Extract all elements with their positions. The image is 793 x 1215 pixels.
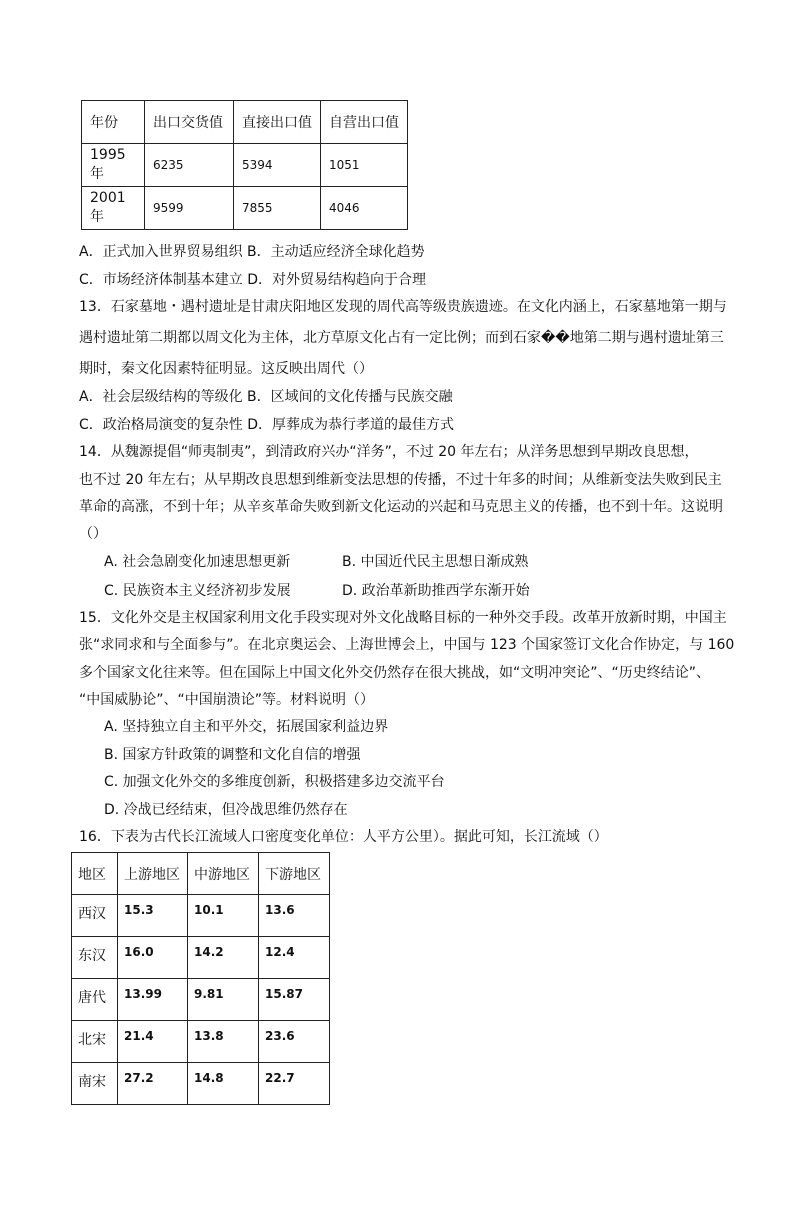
q15-option-d: D. 冷战已经结束，但冷战思维仍然存在 (104, 802, 348, 818)
table-header-cell: 出口交货值 (145, 101, 234, 144)
export-value-table (81, 100, 408, 230)
table-cell: 16.0 (118, 937, 188, 979)
population-density-table (71, 852, 330, 1105)
q14-option-d: D. 政治革新助推西学东渐开始 (342, 583, 530, 599)
table-cell: 6235 (145, 144, 234, 187)
table-row (82, 144, 408, 187)
q13-text-line-2: 遇村遗址第二期都以周文化为主体，北方草原文化占有一定比例；而到石家��地第二期与遇村遗址第三 (79, 330, 724, 346)
q15-text-line-2: 张“求同求和与全面参与”。在北京奥运会、上海世博会上，中国与 123 个国家签订文化合作协定，与 160 (79, 637, 735, 653)
q15-text-line-1: 15．文化外交是主权国家利用文化手段实现对外文化战略目标的一种外交手段。改革开放新时期，中国主 (79, 610, 727, 626)
q14-text-line-3: 革命的高涨，不到十年；从辛亥革命失败到新文化运动的兴起和马克思主义的传播，也不到十年。这说明 (79, 499, 723, 515)
q13-text-line-3: 期时，秦文化因素特征明显。这反映出周代（） (79, 361, 373, 377)
table-cell: 13.99 (118, 979, 188, 1021)
table-header-cell: 地区 (72, 853, 118, 895)
table-row (72, 979, 330, 1021)
q15-option-c: C. 加强文化外交的多维度创新，积极搭建多边交流平台 (104, 774, 445, 790)
table-cell: 14.2 (188, 937, 259, 979)
q15-option-a: A. 坚持独立自主和平外交，拓展国家利益边界 (104, 719, 389, 735)
table-row (72, 1021, 330, 1063)
table-cell: 12.4 (259, 937, 330, 979)
table-cell: 5394 (234, 144, 321, 187)
table-cell: 南宋 (72, 1063, 118, 1105)
table-cell: 4046 (321, 187, 408, 230)
table-header-cell: 直接出口值 (234, 101, 321, 144)
table-cell: 1051 (321, 144, 408, 187)
table-header-row (82, 101, 408, 144)
q14-option-c: C. 民族资本主义经济初步发展 (104, 583, 291, 599)
table-row (72, 1063, 330, 1105)
table-cell: 13.6 (259, 895, 330, 937)
table-header-cell: 自营出口值 (321, 101, 408, 144)
table-cell: 西汉 (72, 895, 118, 937)
table-cell: 北宋 (72, 1021, 118, 1063)
q14-text-line-4: （） (79, 526, 107, 542)
q12-options-cd: C．市场经济体制基本建立 D．对外贸易结构趋向于合理 (79, 272, 427, 288)
q14-text-line-2: 也不过 20 年左右；从早期改良思想到维新变法思想的传播，不过十年多的时间；从维新变法失败到民主 (79, 472, 722, 488)
q13-options-cd: C．政治格局演变的复杂性 D．厚葬成为恭行孝道的最佳方式 (79, 417, 455, 433)
table-cell: 27.2 (118, 1063, 188, 1105)
q15-text-line-4: “中国威胁论”、“中国崩溃论”等。材料说明（） (79, 692, 375, 708)
table-cell: 1995 年 (82, 144, 145, 187)
table-cell: 13.8 (188, 1021, 259, 1063)
q15-text-line-3: 多个国家文化往来等。但在国际上中国文化外交仍然存在很大挑战，如“文明冲突论”、“历史终结论”、 (79, 665, 711, 681)
table-row (72, 937, 330, 979)
q15-option-b: B. 国家方针政策的调整和文化自信的增强 (104, 747, 361, 763)
table-cell: 2001 年 (82, 187, 145, 230)
table-header-cell: 中游地区 (188, 853, 259, 895)
table-header-row (72, 853, 330, 895)
q14-option-b: B. 中国近代民主思想日渐成熟 (342, 554, 529, 570)
table-header-cell: 下游地区 (259, 853, 330, 895)
table-cell: 9.81 (188, 979, 259, 1021)
table-header-cell: 上游地区 (118, 853, 188, 895)
table-cell: 14.8 (188, 1063, 259, 1105)
table-header-cell: 年份 (82, 101, 145, 144)
table-cell: 10.1 (188, 895, 259, 937)
table-cell: 东汉 (72, 937, 118, 979)
table-cell: 9599 (145, 187, 234, 230)
table-cell: 15.87 (259, 979, 330, 1021)
table-cell: 23.6 (259, 1021, 330, 1063)
q12-options-ab: A．正式加入世界贸易组织 B．主动适应经济全球化趋势 (79, 244, 425, 260)
table-cell: 15.3 (118, 895, 188, 937)
q14-option-a: A. 社会急剧变化加速思想更新 (104, 554, 291, 570)
table-cell: 7855 (234, 187, 321, 230)
table-cell: 唐代 (72, 979, 118, 1021)
q16-text-line-1: 16．下表为古代长江流域人口密度变化单位：人平方公里）。据此可知，长江流域（） (79, 829, 608, 845)
table-cell: 21.4 (118, 1021, 188, 1063)
table-cell: 22.7 (259, 1063, 330, 1105)
q14-text-line-1: 14．从魏源提倡“师夷制夷”，到清政府兴办“洋务”，不过 20 年左右；从洋务思想到早期改良思想， (79, 444, 699, 460)
q13-text-line-1: 13．石家墓地・遇村遗址是甘肃庆阳地区发现的周代高等级贵族遗迹。在文化内涵上，石家墓地第一期与 (79, 299, 727, 315)
q13-options-ab: A．社会层级结构的等级化 B．区域间的文化传播与民族交融 (79, 389, 453, 405)
table-row (72, 895, 330, 937)
table-row (82, 187, 408, 230)
